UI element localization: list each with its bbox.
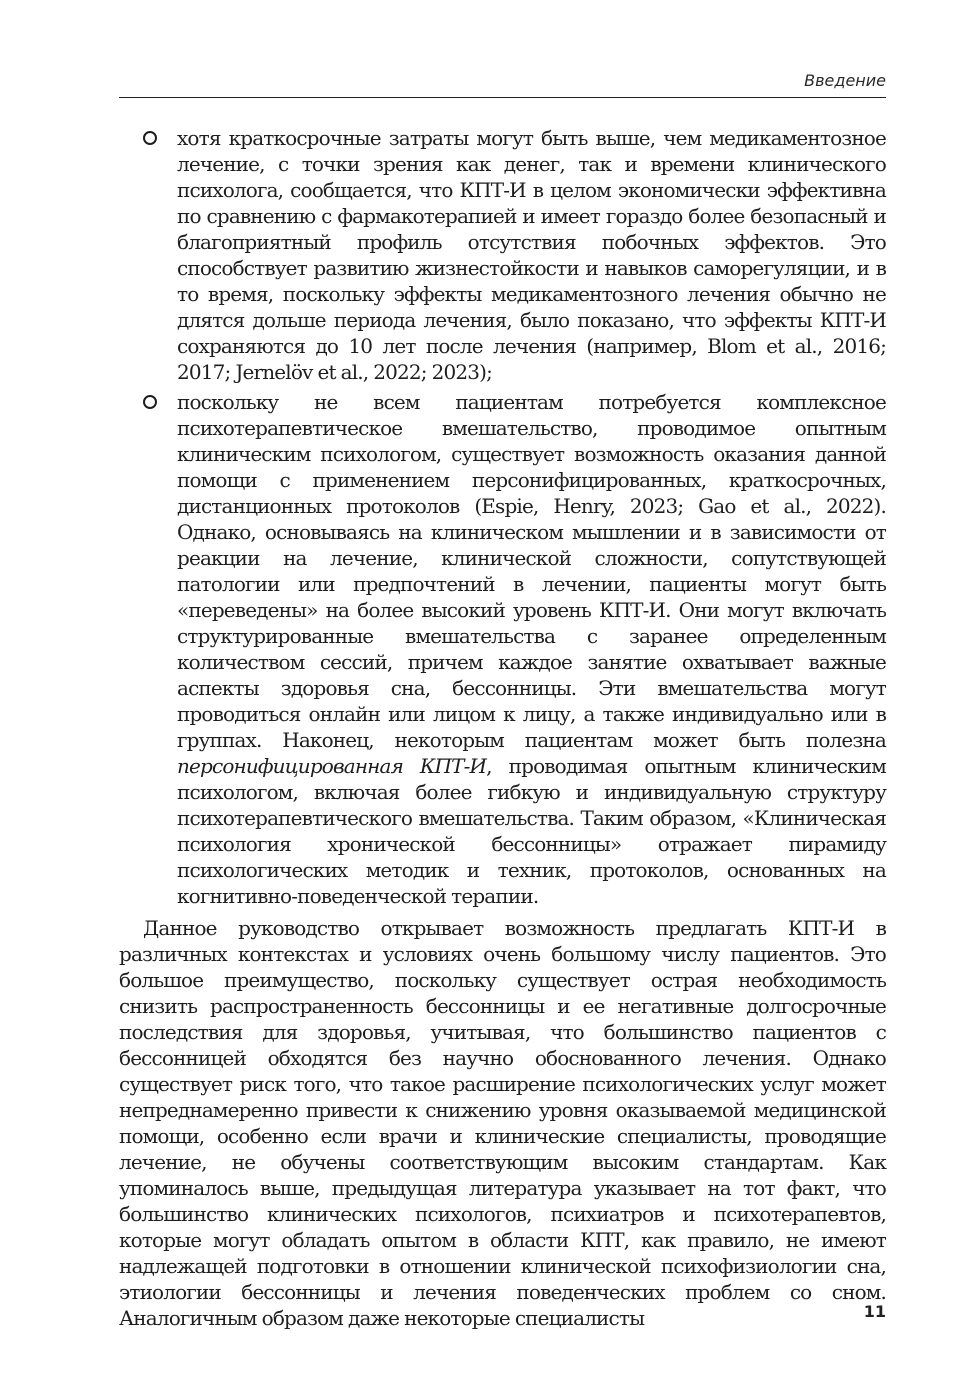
body-paragraph: Данное руководство открывает возможность предлагать КПТ-И в различных контекстах и условиях очень большому числу пациентов. Это большое преимущество, поскольку существует острая необходимость снизить распространенность бессонницы и ее негативные долгосрочные последствия для здоровья, учитывая, что большинство пациентов с бессонницей обходятся без научно обоснованного лечения. Однако существует риск того, что такое расширение психологических услуг может непреднамеренно привести к снижению уровня оказываемой медицинской помощи, особенно если врачи и клинические специалисты, проводящие лечение, не обучены соответствующим высоким стандартам. Как упоминалось выше, предыдущая литература указывает на тот факт, что большинство клинических психологов, психиатров и психотерапевтов, которые могут обладать опытом в области КПТ, как правило, не имеют надлежащей подготовки в отношении клинической психофизиологии сна, этиологии бессонницы и лечения поведенческих проблем со сном. Аналогичным образом даже некоторые специалисты (119, 916, 886, 1330)
bullet-text (177, 389, 886, 909)
page-body (119, 125, 886, 1331)
bullet-text: хотя краткосрочные затраты могут быть выше, чем медикаментозное лечение, с точки зрения как денег, так и времени клинического психолога, сообщается, что КПТ-И в целом экономически эффективна по сравнению с фармакотерапией и имеет гораздо более безопасный и благоприятный профиль отсутствия побочных эффектов. Это способствует развитию жизнестойкости и навыков саморегуляции, и в то время, поскольку эффекты медикаментозного лечения обычно не длятся дольше периода лечения, было показано, что эффекты КПТ-И сохраняются до 10 лет после лечения (например, Blom et al., 2016; 2017; Jernelöv et al., 2022; 2023); (177, 126, 886, 384)
header-rule (119, 97, 886, 98)
bullet-text-part: поскольку не всем пациентам потребуется комплексное психотерапевтическое вмешательство, проводимое опытным клиническим психологом, существует возможность оказания данной помощи с применением персонифицированных, краткосрочных, дистанционных протоколов (Espie, Henry, 2023; Gao et al., 2022). Однако, основываясь на клиническом мышлении и в зависимости от реакции на лечение, клинической сложности, сопутствующей патологии или предпочтений в лечении, пациенты могут быть «переведены» на более высокий уровень КПТ-И. Они могут включать структурированные вмешательства с заранее определенным количеством сессий, причем каждое занятие охватывает важные аспекты здоровья сна, бессонницы. Эти вмешательства могут проводиться онлайн или лицом к лицу, а также индивидуально или в группах. Наконец, некоторым пациентам может быть полезна (177, 390, 886, 752)
bullet-item (119, 389, 886, 909)
hollow-circle-bullet-icon (143, 395, 157, 409)
emphasized-term: персонифицированная КПТ-И (177, 754, 487, 778)
page-number: 11 (863, 1302, 886, 1321)
running-head-title: Введение (804, 71, 886, 90)
bullet-item (119, 125, 886, 385)
hollow-circle-bullet-icon (143, 131, 157, 145)
bullet-text-part: , проводимая опытным клиническим психологом, включая более гибкую и индивидуальную структуру психотерапевтического вмешательства. Таким образом, «Клиническая психология хронической бессонницы» отражает пирамиду психологических методик и техник, протоколов, основанных на когнитивно-поведенческой терапии. (177, 754, 886, 908)
